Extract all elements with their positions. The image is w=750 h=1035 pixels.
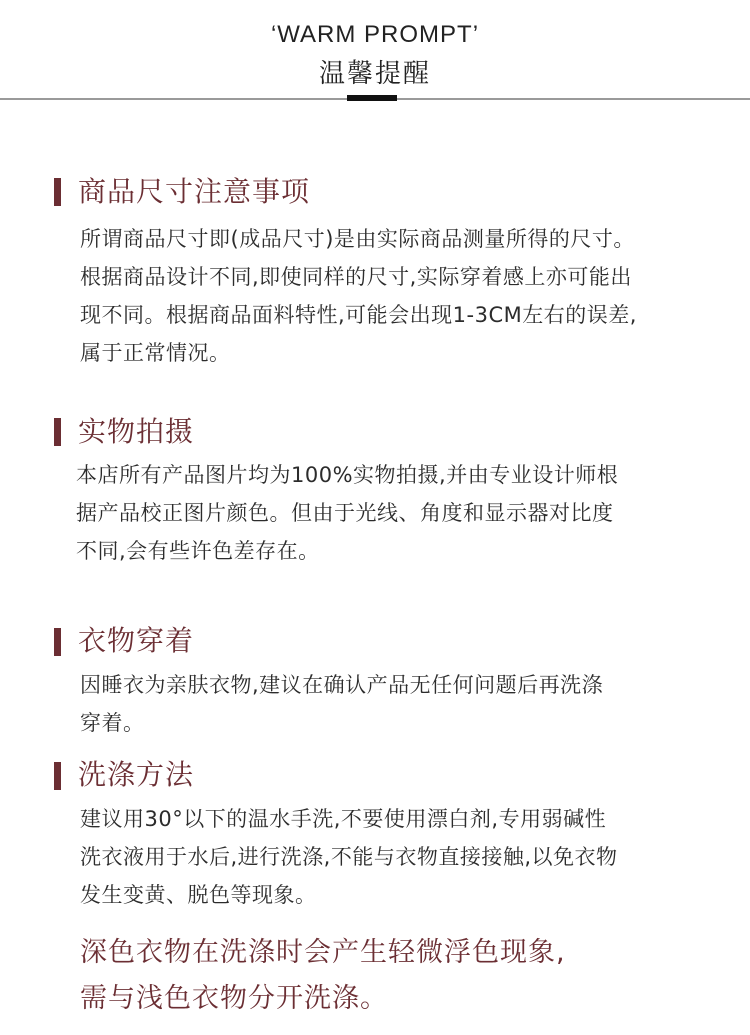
section-title: 洗涤方法 — [78, 758, 195, 791]
body-line: 现不同。根据商品面料特性,可能会出现1-3CM左右的误差, — [80, 303, 637, 327]
section-marker — [54, 418, 61, 446]
section-title: 商品尺寸注意事项 — [78, 175, 311, 208]
body-line: 根据商品设计不同,即使同样的尺寸,实际穿着感上亦可能出 — [80, 265, 632, 289]
body-line: 洗衣液用于水后,进行洗涤,不能与衣物直接接触,以免衣物 — [80, 845, 618, 869]
body-line: 属于正常情况。 — [80, 341, 231, 365]
header-title-en: ‘WARM PROMPT’ — [270, 21, 480, 48]
section-body — [76, 456, 618, 570]
dark-clothing-warning — [80, 930, 566, 1022]
body-line: 不同,会有些许色差存在。 — [76, 539, 320, 563]
section-marker — [54, 178, 61, 206]
warning-line: 需与浅色衣物分开洗涤。 — [80, 983, 388, 1014]
section-body — [80, 666, 603, 742]
header-accent-bar — [347, 95, 397, 101]
body-line: 穿着。 — [80, 711, 145, 735]
header-title-cn: 温馨提醒 — [318, 59, 431, 89]
body-line: 发生变黄、脱色等现象。 — [80, 883, 317, 907]
body-line: 因睡衣为亲肤衣物,建议在确认产品无任何问题后再洗涤 — [80, 673, 604, 697]
body-line: 建议用30°以下的温水手洗,不要使用漂白剂,专用弱碱性 — [80, 807, 607, 831]
section-marker — [54, 628, 61, 656]
section-title: 实物拍摄 — [78, 415, 195, 448]
warning-line: 深色衣物在洗涤时会产生轻微浮色现象, — [80, 937, 566, 968]
section-body — [80, 800, 618, 914]
body-line: 据产品校正图片颜色。但由于光线、角度和显示器对比度 — [76, 501, 614, 525]
body-line: 本店所有产品图片均为100%实物拍摄,并由专业设计师根 — [76, 463, 619, 487]
section-body — [80, 220, 637, 372]
body-line: 所谓商品尺寸即(成品尺寸)是由实际商品测量所得的尺寸。 — [80, 227, 635, 251]
page-header — [0, 0, 750, 102]
section-title: 衣物穿着 — [78, 624, 195, 657]
section-marker — [54, 762, 61, 790]
